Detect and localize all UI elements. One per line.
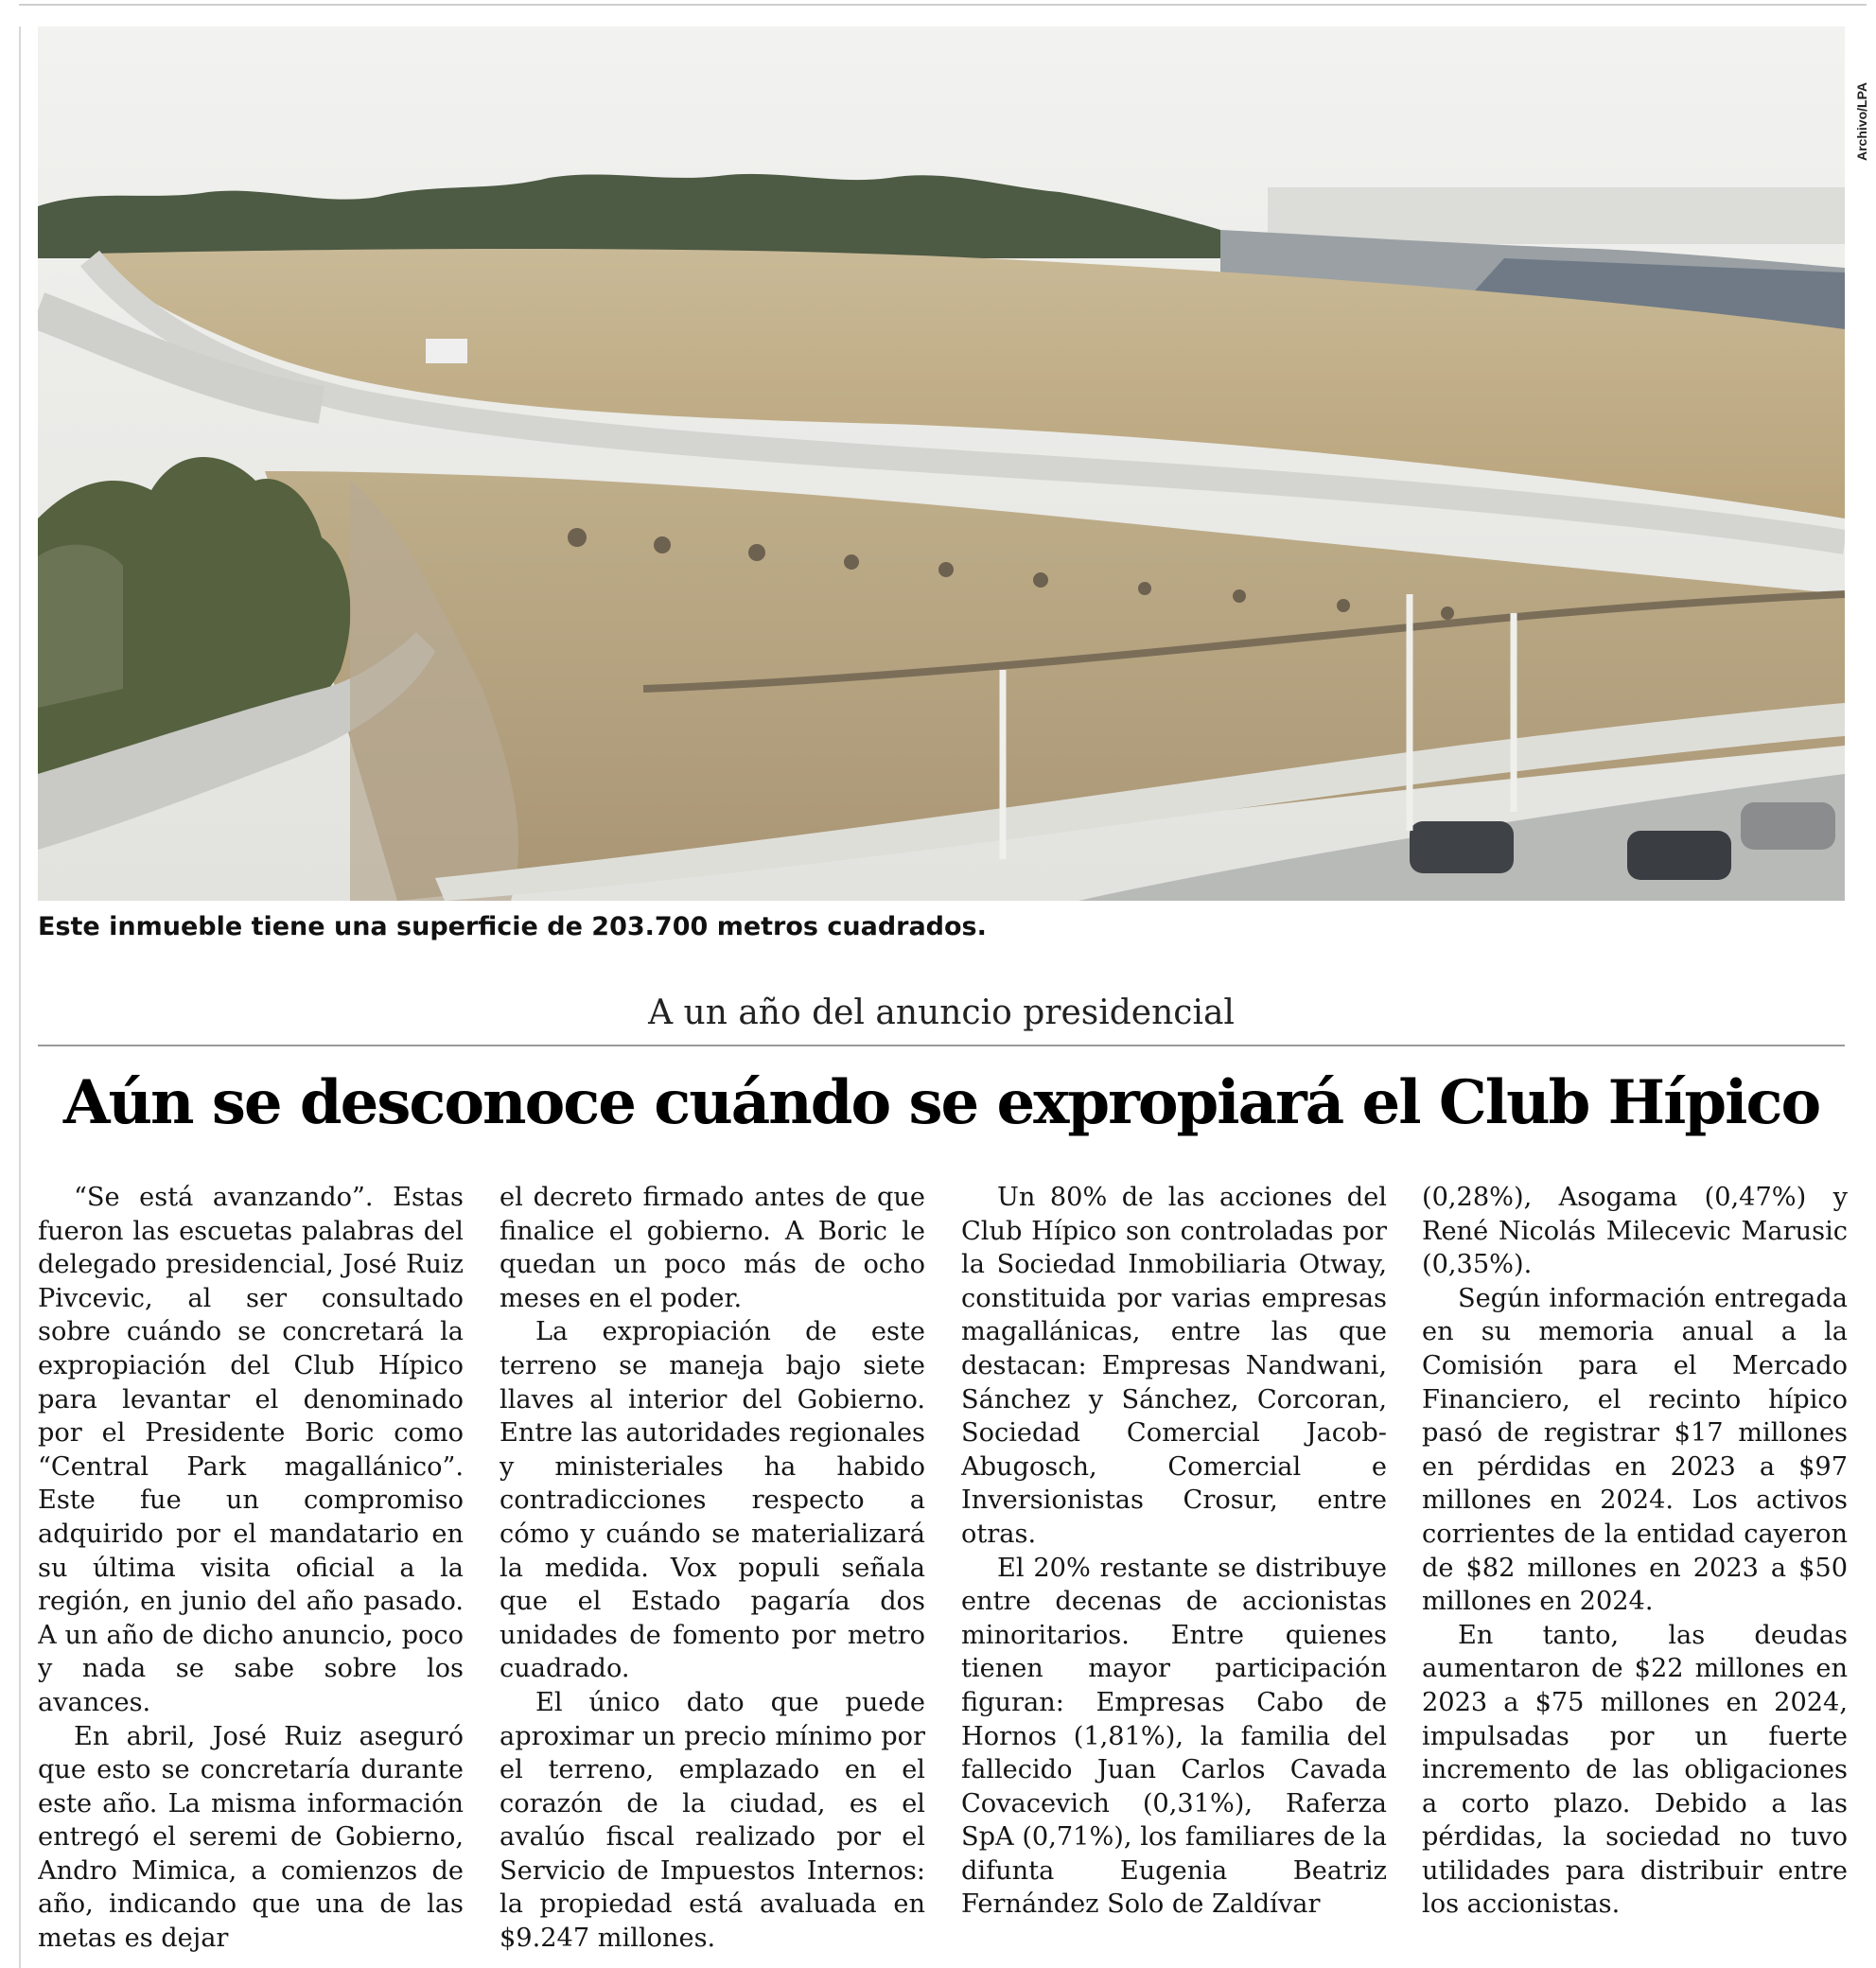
paragraph: La expropiación de este terreno se maneja bajo siete llaves al interior del Gobierno. Entre las autoridades regionales y ministeriales ha habido contradicciones respecto a cómo y cuándo se materializará la medida. Vox populi señala que el Estado pagaría dos unidades de fomento por metro cuadrado. [500, 1317, 925, 1684]
photo-credit: Archivo/LPA [1854, 82, 1869, 161]
paragraph: En tanto, las deudas aumentaron de $22 millones en 2023 a $75 millones en 2024, impulsadas por un fuerte incremento de las obligaciones a corto plazo. Debido a las pérdidas, la sociedad no tuvo utilidades para distribuir entre los accionistas. [1422, 1620, 1848, 1920]
paragraph: “Se está avanzando”. Estas fueron las escuetas palabras del delegado presidencial, José Ruiz Pivcevic, al ser consultado sobre cuándo se concretará la expropiación del Club Hípico para levantar el denominado por el Presidente Boric como “Central Park magallánico”. Este fue un compromiso adquirido por el mandatario en su última visita oficial a la región, en junio del año pasado. A un año de dicho anuncio, poco y nada se sabe sobre los avances. [38, 1183, 464, 1717]
paragraph: Según información entregada en su memoria anual a la Comisión para el Mercado Financiero, el recinto hípico pasó de registrar $17 millones en pérdidas en 2023 a $97 millones en 2024. Los activos corrientes de la entidad cayeron de $82 millones en 2023 a $50 millones en 2024. [1422, 1283, 1848, 1617]
paragraph: El único dato que puede aproximar un precio mínimo por el terreno, emplazado en el corazón de la ciudad, es el avalúo fiscal realizado por el Servicio de Impuestos Internos: la propiedad está avaluada en $9.247 millones. [500, 1687, 925, 1954]
article-headline: Aún se desconoce cuándo se expropiará el Club Hípico [62, 1067, 1820, 1138]
article-column-2 [500, 1181, 925, 1966]
article-column-1 [38, 1181, 464, 1966]
paragraph: El 20% restante se distribuye entre decenas de accionistas minoritarios. Entre quienes tienen mayor participación figuran: Empresas Cabo de Hornos (1,81%), la familia del fallecido Juan Carlos Cavada Covacevich (0,31%), Raferza SpA (0,71%), los familiares de la difunta Eugenia Beatriz Fernández Solo de Zaldívar [961, 1553, 1387, 1920]
paragraph: (0,28%), Asogama (0,47%) y René Nicolás Milecevic Marusic (0,35%). [1422, 1183, 1848, 1280]
top-border [19, 4, 1867, 6]
article-column-3 [961, 1181, 1387, 1966]
article-kicker: A un año del anuncio presidencial [648, 993, 1235, 1032]
photo-illustration [38, 26, 1845, 901]
paragraph: Un 80% de las acciones del Club Hípico son controladas por la Sociedad Inmobiliaria Otway, constituida por varias empresas magallánicas, entre las que destacan: Empresas Nandwani, Sánchez y Sánchez, Corcoran, Sociedad Comercial Jacob-Abugosch, Comercial e Inversionistas Crosur, entre otras. [961, 1183, 1387, 1549]
aerial-photo-club-hipico [38, 26, 1845, 901]
left-border [19, 26, 21, 1968]
photo-caption: Este inmueble tiene una superficie de 203.700 metros cuadrados. [38, 912, 987, 941]
paragraph: el decreto firmado antes de que finalice el gobierno. A Boric le quedan un poco más de ocho meses en el poder. [500, 1183, 925, 1313]
article-column-4 [1422, 1181, 1848, 1966]
headline-rule [38, 1045, 1845, 1046]
paragraph: En abril, José Ruiz aseguró que esto se concretaría durante este año. La misma información entregó el seremi de Gobierno, Andro Mimica, a comienzos de año, indicando que una de las metas es dejar [38, 1721, 464, 1954]
